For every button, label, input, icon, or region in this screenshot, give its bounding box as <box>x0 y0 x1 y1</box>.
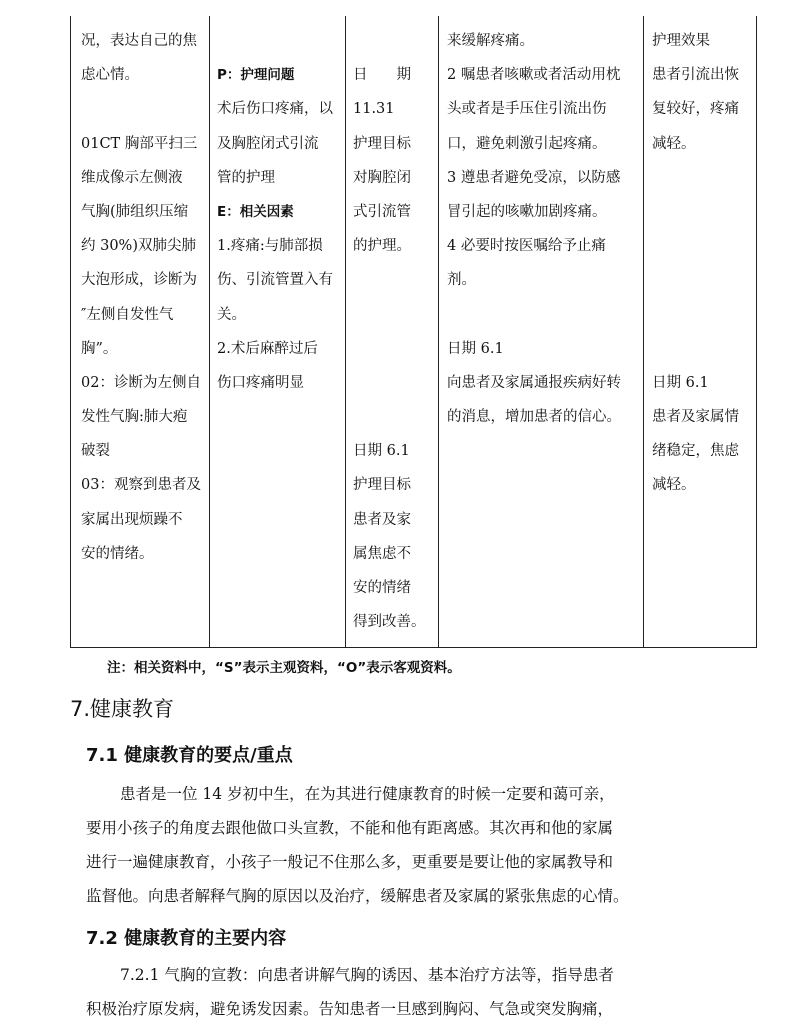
blank-line <box>353 263 433 297</box>
blank-line <box>353 298 433 332</box>
paragraph-line: 进行一遍健康教育，小孩子一般记不住那么多，更重要是要让他的家属教导和 <box>86 853 614 871</box>
table-cell-line: 气胸(肺组织压缩 <box>81 203 189 220</box>
table-cell-line: ″左侧自发性气 <box>81 306 174 323</box>
evaluation-column <box>652 24 752 503</box>
table-cell-line: 的护理。 <box>353 238 411 255</box>
paragraph-line: 7.2.1 气胸的宣教：向患者讲解气胸的诱因、基本治疗方法等，指导患者 <box>120 966 614 984</box>
table-cell-line: 护理目标 <box>353 135 411 152</box>
table-cell-line: 关。 <box>217 306 246 323</box>
table-cell-line: 向患者及家属通报疾病好转 <box>447 374 621 391</box>
paragraph-line: 积极治疗原发病，避免诱发因素。告知患者一旦感到胸闷、气急或突发胸痛， <box>86 1000 614 1018</box>
table-cell-line: 安的情绪 <box>353 580 411 596</box>
blank-line <box>353 332 433 366</box>
section-title: 7.健康教育 <box>70 697 175 721</box>
nursing-plan-table <box>70 16 757 648</box>
table-cell-line: 属焦虑不 <box>353 545 411 562</box>
table-footnote: 注：相关资料中，“S”表示主观资料，“O”表示客观资料。 <box>107 660 461 676</box>
column-divider <box>438 16 439 647</box>
blank-line <box>652 229 752 263</box>
table-cell-line: 日期 6.1 <box>353 443 410 460</box>
table-cell-line: 减轻。 <box>652 135 696 152</box>
table-cell-line: 冒引起的咳嗽加剧疼痛。 <box>447 203 607 220</box>
paragraph-line: 监督他。向患者解释气胸的原因以及治疗，缓解患者及家属的紧张焦虑的心情。 <box>86 887 629 905</box>
table-cell-line: 患者及家 <box>353 511 411 528</box>
table-cell-line: 4 必要时按医嘱给予止痛 <box>447 238 606 255</box>
table-cell-line: 日 期 <box>353 67 411 84</box>
blank-line <box>353 24 433 58</box>
diagnosis-column <box>217 24 341 400</box>
table-cell-line: 虑心情。 <box>81 67 139 84</box>
blank-line <box>81 92 206 126</box>
table-cell-line: 破裂 <box>81 443 110 460</box>
table-cell-line: 1.疼痛:与肺部损 <box>217 238 323 255</box>
table-cell-line: 胸”。 <box>81 340 118 357</box>
table-cell-line: 维成像示左侧液 <box>81 169 183 186</box>
table-cell-line: 减轻。 <box>652 477 696 494</box>
blank-line <box>652 332 752 366</box>
blank-line <box>217 24 341 58</box>
goal-column <box>353 24 433 639</box>
blank-line <box>652 195 752 229</box>
table-cell-line: 03：观察到患者及 <box>81 477 201 494</box>
paragraph-line: 要用小孩子的角度去跟他做口头宣教，不能和他有距离感。其次再和他的家属 <box>86 819 614 837</box>
table-cell-line: 11.31 <box>353 101 395 118</box>
table-cell-line: 家属出现烦躁不 <box>81 511 183 528</box>
table-cell-line: 日期 6.1 <box>447 340 504 357</box>
table-cell-line: 伤、引流管置入有 <box>217 272 333 289</box>
table-cell-line: 护理目标 <box>353 477 411 494</box>
table-cell-line: 的消息，增加患者的信心。 <box>447 409 621 426</box>
intervention-column <box>447 24 639 434</box>
table-cell-line: 2 嘱患者咳嗽或者活动用枕 <box>447 67 621 84</box>
table-cell-line: 剂。 <box>447 272 476 289</box>
table-cell-line: 及胸腔闭式引流 <box>217 135 319 152</box>
table-cell-line: P：护理问题 <box>217 67 295 84</box>
table-cell-line: 况，表达自己的焦 <box>81 33 197 49</box>
table-cell-line: 01CT 胸部平扫三 <box>81 135 198 152</box>
table-cell-line: 绪稳定，焦虑 <box>652 443 739 460</box>
table-cell-line: 伤口疼痛明显 <box>217 374 304 391</box>
blank-line <box>652 298 752 332</box>
blank-line <box>353 366 433 400</box>
column-divider <box>345 16 346 647</box>
table-cell-line: 02：诊断为左侧自 <box>81 374 201 391</box>
blank-line <box>652 161 752 195</box>
table-cell-line: 护理效果 <box>652 33 710 49</box>
table-cell-line: E：相关因素 <box>217 203 294 220</box>
table-cell-line: 约 30%)双肺尖肺 <box>81 238 196 255</box>
table-cell-line: 日期 6.1 <box>652 374 709 391</box>
table-cell-line: 患者引流出恢 <box>652 67 739 84</box>
table-cell-line: 来缓解疼痛。 <box>447 33 534 49</box>
table-cell-line: 对胸腔闭 <box>353 169 411 186</box>
table-cell-line: 式引流管 <box>353 203 411 220</box>
table-cell-line: 口，避免刺激引起疼痛。 <box>447 135 607 152</box>
table-cell-line: 管的护理 <box>217 169 275 186</box>
table-cell-line: 患者及家属情 <box>652 409 739 426</box>
column-divider <box>643 16 644 647</box>
table-cell-line: 3 遵患者避免受凉，以防感 <box>447 169 621 186</box>
table-cell-line: 术后伤口疼痛，以 <box>217 101 333 118</box>
paragraph-7-1 <box>86 777 726 913</box>
paragraph-line: 患者是一位 14 岁初中生，在为其进行健康教育的时候一定要和蔼可亲， <box>120 785 615 803</box>
table-cell-line: 复较好，疼痛 <box>652 101 739 118</box>
blank-line <box>353 400 433 434</box>
subsection-title-7-1: 7.1 健康教育的要点/重点 <box>86 745 293 766</box>
table-cell-line: 得到改善。 <box>353 614 426 631</box>
subsection-title-7-2: 7.2 健康教育的主要内容 <box>86 928 287 949</box>
blank-line <box>652 263 752 297</box>
table-cell-line: 大泡形成，诊断为 <box>81 272 197 289</box>
table-cell-line: 发性气胸:肺大疱 <box>81 409 188 426</box>
table-cell-line: 安的情绪。 <box>81 545 154 562</box>
blank-line <box>447 298 639 332</box>
paragraph-7-2 <box>86 958 726 1026</box>
column-divider <box>209 16 210 647</box>
table-cell-line: 2.术后麻醉过后 <box>217 340 318 357</box>
assessment-column <box>81 24 206 571</box>
table-cell-line: 头或者是手压住引流出伤 <box>447 101 607 118</box>
